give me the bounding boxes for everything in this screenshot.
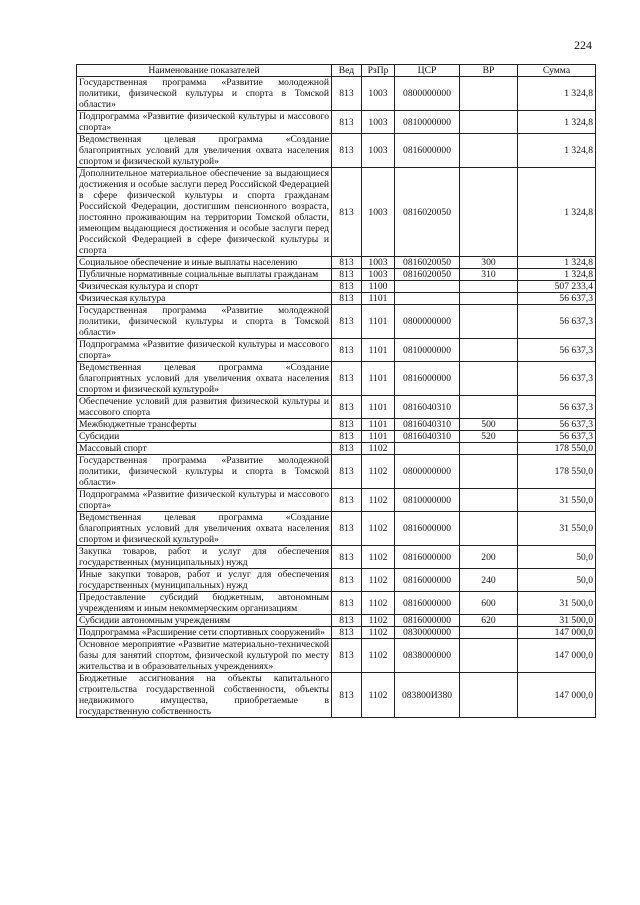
row-rzpr: 1101 xyxy=(362,419,395,431)
row-vr xyxy=(460,111,518,134)
row-csr: 0816020050 xyxy=(395,168,460,257)
row-csr: 0816040310 xyxy=(395,396,460,419)
row-ved: 813 xyxy=(332,77,362,111)
row-rzpr: 1101 xyxy=(362,305,395,339)
row-vr xyxy=(460,627,518,639)
row-csr xyxy=(395,293,460,305)
table-row xyxy=(77,111,596,134)
row-ved: 813 xyxy=(332,489,362,512)
row-rzpr: 1100 xyxy=(362,281,395,293)
row-sum: 56 637,3 xyxy=(518,431,596,443)
row-csr xyxy=(395,443,460,455)
table-header-row xyxy=(77,65,596,77)
row-name: Закупка товаров, работ и услуг для обеспечения государственных (муниципальных) нужд xyxy=(77,546,332,569)
row-rzpr: 1102 xyxy=(362,489,395,512)
row-rzpr: 1102 xyxy=(362,512,395,546)
row-rzpr: 1003 xyxy=(362,257,395,269)
row-ved: 813 xyxy=(332,512,362,546)
row-ved: 813 xyxy=(332,134,362,168)
row-name: Основное мероприятие «Развитие материально-технической базы для занятий спортом, физической культурой по месту жительства и в образовательных учреждениях» xyxy=(77,639,332,673)
row-ved: 813 xyxy=(332,281,362,293)
table-row xyxy=(77,546,596,569)
row-name: Государственная программа «Развитие молодежной политики, физической культуры и спорта в Томской области» xyxy=(77,455,332,489)
row-name: Обеспечение условий для развития физической культуры и массового спорта xyxy=(77,396,332,419)
table-row xyxy=(77,77,596,111)
row-name: Подпрограмма «Развитие физической культуры и массового спорта» xyxy=(77,339,332,362)
row-sum: 50,0 xyxy=(518,546,596,569)
row-csr: 0800000000 xyxy=(395,305,460,339)
row-ved: 813 xyxy=(332,396,362,419)
table-row xyxy=(77,396,596,419)
row-csr: 0830000000 xyxy=(395,627,460,639)
header-name: Наименование показателей xyxy=(77,65,332,77)
row-sum: 147 000,0 xyxy=(518,639,596,673)
row-ved: 813 xyxy=(332,673,362,718)
row-ved: 813 xyxy=(332,443,362,455)
row-name: Физическая культура xyxy=(77,293,332,305)
row-ved: 813 xyxy=(332,257,362,269)
row-name: Межбюджетные трансферты xyxy=(77,419,332,431)
table-row xyxy=(77,489,596,512)
row-sum: 31 550,0 xyxy=(518,512,596,546)
row-vr xyxy=(460,512,518,546)
page-number: 224 xyxy=(574,38,592,52)
row-vr: 520 xyxy=(460,431,518,443)
table-row xyxy=(77,639,596,673)
row-vr xyxy=(460,281,518,293)
row-csr: 0816000000 xyxy=(395,546,460,569)
row-vr xyxy=(460,305,518,339)
row-sum: 31 550,0 xyxy=(518,489,596,512)
row-csr: 0810000000 xyxy=(395,339,460,362)
row-ved: 813 xyxy=(332,455,362,489)
row-vr: 200 xyxy=(460,546,518,569)
row-sum: 1 324,8 xyxy=(518,134,596,168)
row-sum: 56 637,3 xyxy=(518,419,596,431)
row-ved: 813 xyxy=(332,419,362,431)
row-name: Массовый спорт xyxy=(77,443,332,455)
row-csr: 0800000000 xyxy=(395,455,460,489)
row-rzpr: 1101 xyxy=(362,362,395,396)
row-rzpr: 1102 xyxy=(362,615,395,627)
row-csr: 0838000000 xyxy=(395,639,460,673)
table-row xyxy=(77,257,596,269)
table-row xyxy=(77,592,596,615)
row-rzpr: 1102 xyxy=(362,627,395,639)
row-rzpr: 1102 xyxy=(362,443,395,455)
row-csr: 0816000000 xyxy=(395,615,460,627)
row-name: Публичные нормативные социальные выплаты гражданам xyxy=(77,269,332,281)
row-ved: 813 xyxy=(332,627,362,639)
row-ved: 813 xyxy=(332,269,362,281)
row-name: Подпрограмма «Развитие физической культуры и массового спорта» xyxy=(77,111,332,134)
row-vr xyxy=(460,673,518,718)
row-sum: 1 324,8 xyxy=(518,269,596,281)
row-name: Бюджетные ассигнования на объекты капитального строительства государственной собственности, объекты недвижимого имущества, приобретаемые в государственную собственность xyxy=(77,673,332,718)
row-vr xyxy=(460,77,518,111)
row-ved: 813 xyxy=(332,546,362,569)
row-name: Физическая культура и спорт xyxy=(77,281,332,293)
row-csr: 0816000000 xyxy=(395,512,460,546)
row-sum: 56 637,3 xyxy=(518,305,596,339)
table-row xyxy=(77,673,596,718)
row-name: Государственная программа «Развитие молодежной политики, физической культуры и спорта в Томской области» xyxy=(77,77,332,111)
budget-table xyxy=(76,64,596,718)
row-csr: 0816020050 xyxy=(395,269,460,281)
row-csr: 0816020050 xyxy=(395,257,460,269)
row-sum: 56 637,3 xyxy=(518,362,596,396)
row-csr xyxy=(395,281,460,293)
row-sum: 50,0 xyxy=(518,569,596,592)
row-sum: 1 324,8 xyxy=(518,77,596,111)
row-csr: 0810000000 xyxy=(395,111,460,134)
row-rzpr: 1003 xyxy=(362,111,395,134)
row-rzpr: 1102 xyxy=(362,592,395,615)
header-ved: Вед xyxy=(332,65,362,77)
row-rzpr: 1102 xyxy=(362,639,395,673)
row-rzpr: 1102 xyxy=(362,569,395,592)
row-vr xyxy=(460,134,518,168)
row-rzpr: 1101 xyxy=(362,431,395,443)
row-ved: 813 xyxy=(332,569,362,592)
table-row xyxy=(77,512,596,546)
row-vr xyxy=(460,168,518,257)
row-vr xyxy=(460,339,518,362)
table-body xyxy=(77,77,596,718)
row-vr xyxy=(460,443,518,455)
row-ved: 813 xyxy=(332,168,362,257)
row-csr: 0816000000 xyxy=(395,569,460,592)
row-sum: 1 324,8 xyxy=(518,257,596,269)
row-name: Ведомственная целевая программа «Создание благоприятных условий для увеличения охвата населения спортом и физической культурой» xyxy=(77,134,332,168)
row-ved: 813 xyxy=(332,362,362,396)
row-rzpr: 1102 xyxy=(362,455,395,489)
row-sum: 1 324,8 xyxy=(518,168,596,257)
row-name: Иные закупки товаров, работ и услуг для обеспечения государственных (муниципальных) нужд xyxy=(77,569,332,592)
row-name: Социальное обеспечение и иные выплаты населению xyxy=(77,257,332,269)
row-csr: 0816000000 xyxy=(395,362,460,396)
table-row xyxy=(77,305,596,339)
table-row xyxy=(77,281,596,293)
row-vr: 500 xyxy=(460,419,518,431)
row-ved: 813 xyxy=(332,431,362,443)
table-row xyxy=(77,569,596,592)
row-name: Дополнительное материальное обеспечение за выдающиеся достижения и особые заслуги перед Российской Федерацией в сфере физической культуры и спорта гражданам Российской Федерации, достигшим пенсионного возраста, постоянно проживающим на территории Томской области, имеющим выдающиеся достижения и особые заслуги перед Российской Федерацией в сфере физической культуры и спорта xyxy=(77,168,332,257)
row-rzpr: 1003 xyxy=(362,134,395,168)
row-name: Ведомственная целевая программа «Создание благоприятных условий для увеличения охвата населения спортом и физической культурой» xyxy=(77,512,332,546)
row-vr: 600 xyxy=(460,592,518,615)
header-sum: Сумма xyxy=(518,65,596,77)
row-rzpr: 1003 xyxy=(362,168,395,257)
row-name: Подпрограмма «Расширение сети спортивных сооружений» xyxy=(77,627,332,639)
row-name: Предоставление субсидий бюджетным, автономным учреждениям и иным некоммерческим организациям xyxy=(77,592,332,615)
row-vr: 300 xyxy=(460,257,518,269)
header-rzpr: РзПр xyxy=(362,65,395,77)
row-ved: 813 xyxy=(332,293,362,305)
row-ved: 813 xyxy=(332,111,362,134)
row-ved: 813 xyxy=(332,639,362,673)
row-rzpr: 1102 xyxy=(362,673,395,718)
row-vr: 620 xyxy=(460,615,518,627)
table-row xyxy=(77,431,596,443)
row-rzpr: 1101 xyxy=(362,339,395,362)
row-ved: 813 xyxy=(332,305,362,339)
table-row xyxy=(77,293,596,305)
row-vr: 310 xyxy=(460,269,518,281)
row-sum: 147 000,0 xyxy=(518,627,596,639)
table-row xyxy=(77,419,596,431)
row-rzpr: 1102 xyxy=(362,546,395,569)
row-csr: 0816000000 xyxy=(395,134,460,168)
row-vr xyxy=(460,639,518,673)
row-sum: 56 637,3 xyxy=(518,396,596,419)
row-vr xyxy=(460,293,518,305)
row-rzpr: 1101 xyxy=(362,293,395,305)
table-row xyxy=(77,362,596,396)
row-rzpr: 1003 xyxy=(362,269,395,281)
row-ved: 813 xyxy=(332,339,362,362)
table-row xyxy=(77,615,596,627)
row-sum: 507 233,4 xyxy=(518,281,596,293)
row-ved: 813 xyxy=(332,615,362,627)
row-csr: 0800000000 xyxy=(395,77,460,111)
row-rzpr: 1003 xyxy=(362,77,395,111)
row-sum: 1 324,8 xyxy=(518,111,596,134)
table-row xyxy=(77,455,596,489)
row-csr: 0816000000 xyxy=(395,592,460,615)
row-sum: 178 550,0 xyxy=(518,455,596,489)
row-vr xyxy=(460,489,518,512)
row-sum: 178 550,0 xyxy=(518,443,596,455)
table-row xyxy=(77,627,596,639)
row-csr: 0816040310 xyxy=(395,431,460,443)
row-sum: 31 500,0 xyxy=(518,592,596,615)
header-csr: ЦСР xyxy=(395,65,460,77)
row-vr xyxy=(460,455,518,489)
row-name: Государственная программа «Развитие молодежной политики, физической культуры и спорта в Томской области» xyxy=(77,305,332,339)
row-csr: 083800И380 xyxy=(395,673,460,718)
row-name: Субсидии xyxy=(77,431,332,443)
row-vr: 240 xyxy=(460,569,518,592)
row-vr xyxy=(460,362,518,396)
table-row xyxy=(77,168,596,257)
header-vr: ВР xyxy=(460,65,518,77)
row-sum: 147 000,0 xyxy=(518,673,596,718)
row-sum: 56 637,3 xyxy=(518,293,596,305)
row-sum: 31 500,0 xyxy=(518,615,596,627)
row-sum: 56 637,3 xyxy=(518,339,596,362)
table-row xyxy=(77,134,596,168)
row-name: Подпрограмма «Развитие физической культуры и массового спорта» xyxy=(77,489,332,512)
table-row xyxy=(77,339,596,362)
row-name: Ведомственная целевая программа «Создание благоприятных условий для увеличения охвата населения спортом и физической культурой» xyxy=(77,362,332,396)
row-ved: 813 xyxy=(332,592,362,615)
row-csr: 0810000000 xyxy=(395,489,460,512)
table-row xyxy=(77,443,596,455)
table-row xyxy=(77,269,596,281)
row-rzpr: 1101 xyxy=(362,396,395,419)
row-csr: 0816040310 xyxy=(395,419,460,431)
row-vr xyxy=(460,396,518,419)
row-name: Субсидии автономным учреждениям xyxy=(77,615,332,627)
